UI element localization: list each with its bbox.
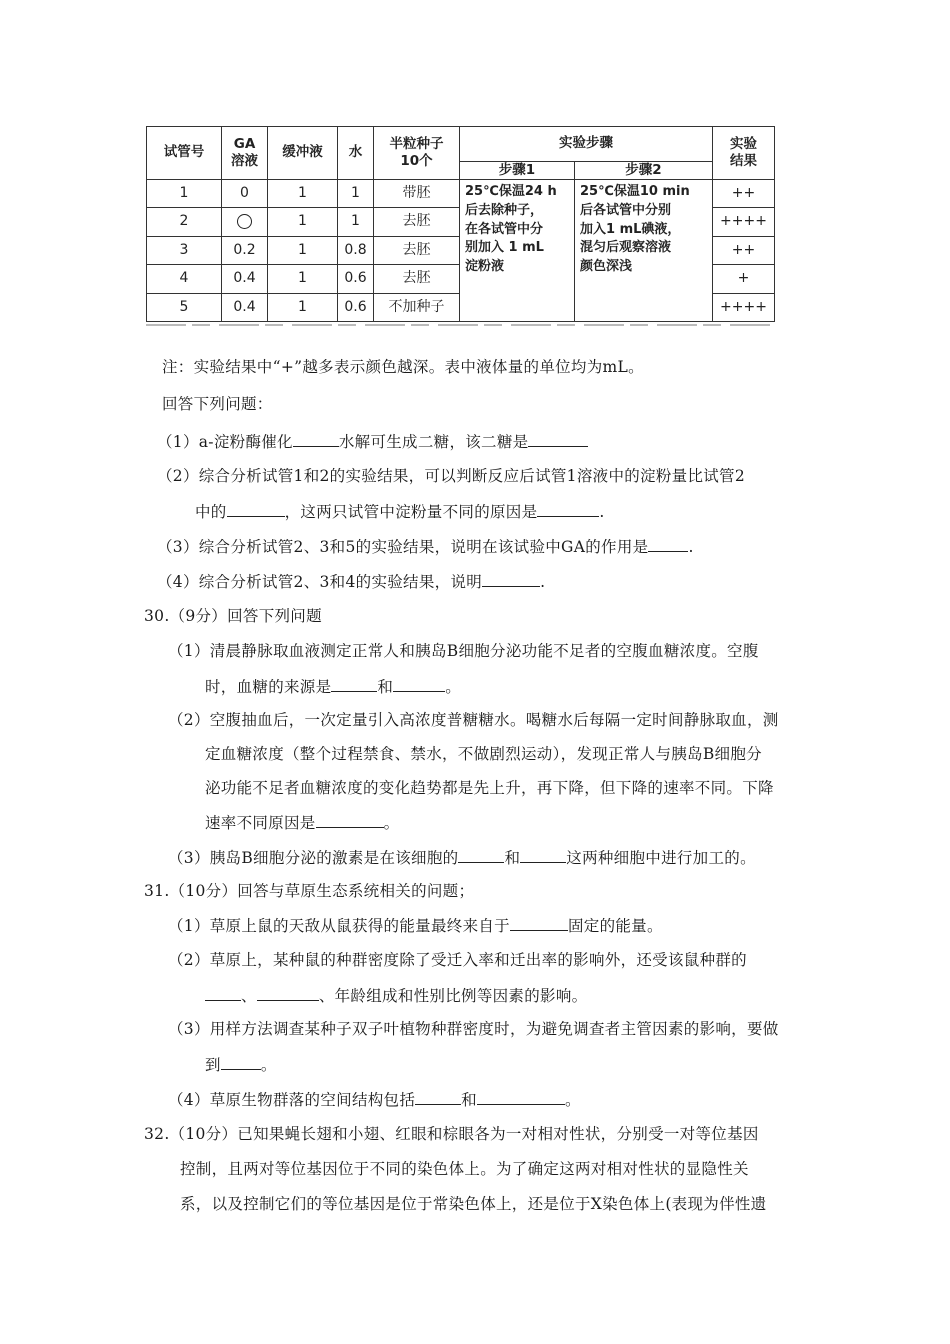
question-29-2: （2）综合分析试管1和2的实验结果，可以判断反应后试管1溶液中的淀粉量比试管2 [157,467,746,485]
question-32-line3: 系，以及控制它们的等位基因是位于常染色体上，还是位于X染色体上(表现为伴性遗 [180,1195,767,1213]
answer-blank[interactable] [415,1088,461,1105]
cell-seed: 去胚 [374,236,460,264]
question-30-2-line3: 泌功能不足者血糖浓度的变化趋势都是先上升，再下降，但下降的速率不同。下降 [205,779,774,797]
answer-blank[interactable] [510,914,568,931]
question-30-2-line2: 定血糖浓度（整个过程禁食、禁水，不做剧烈运动），发现正常人与胰岛B细胞分 [205,745,762,763]
question-30-3: （3）胰岛B细胞分泌的激素是在该细胞的 和 这两种细胞中进行加工的。 [168,846,756,869]
step2-description: 25℃保温10 min 后各试管中分别 加入1 mL碘液， 混匀后观察溶液 颜色深浅 [575,179,713,321]
question-31-2-cont: 、 、年龄组成和性别比例等因素的影响。 [205,984,587,1007]
cell-tube: 5 [147,293,222,321]
cell-buffer: 1 [268,293,338,321]
header-result: 实验 结果 [713,127,775,180]
cell-buffer: 1 [268,236,338,264]
question-29-2-cont: 中的 ，这两只试管中淀粉量不同的原因是 . [195,500,605,523]
cell-seed: 去胚 [374,265,460,293]
answer-blank[interactable] [331,675,377,692]
answer-blank[interactable] [482,570,540,587]
answer-prompt: 回答下列问题： [162,395,273,413]
cell-ga: 0.4 [222,265,268,293]
header-step1: 步骤1 [460,161,575,179]
header-buffer: 缓冲液 [268,127,338,180]
header-ga: GA 溶液 [222,127,268,180]
question-32-line2: 控制，且两对等位基因位于不同的染色体上。为了确定这两对相对性状的显隐性关 [180,1160,749,1178]
cell-tube: 3 [147,236,222,264]
answer-blank[interactable] [393,675,445,692]
cell-result: ++++ [713,293,775,321]
question-31-4: （4）草原生物群落的空间结构包括 和 。 [168,1088,581,1111]
answer-blank[interactable] [648,535,688,552]
answer-blank[interactable] [205,984,241,1001]
answer-blank[interactable] [458,846,504,863]
cell-water: 1 [338,179,374,207]
cell-buffer: 1 [268,208,338,236]
cell-buffer: 1 [268,179,338,207]
table-note: 注：实验结果中“+”越多表示颜色越深。表中液体量的单位均为mL。 [162,358,644,376]
header-tube: 试管号 [147,127,222,180]
cell-buffer: 1 [268,265,338,293]
answer-blank[interactable] [520,846,566,863]
question-29-1: （1）a-淀粉酶催化 水解可生成二糖，该二糖是 [157,430,588,453]
cell-water: 1 [338,208,374,236]
cell-seed: 不加种子 [374,293,460,321]
question-30-1: （1）清晨静脉取血液测定正常人和胰岛B细胞分泌功能不足者的空腹血糖浓度。空腹 [168,642,759,660]
cell-result: ++ [713,236,775,264]
header-step2: 步骤2 [575,161,713,179]
cell-tube: 4 [147,265,222,293]
cell-result: ++++ [713,208,775,236]
answer-blank[interactable] [227,500,285,517]
answer-blank[interactable] [257,984,319,1001]
answer-blank[interactable] [477,1088,565,1105]
question-31-3-cont: 到 。 [205,1053,277,1076]
question-29-3: （3）综合分析试管2、3和5的实验结果，说明在该试验中GA的作用是 . [157,535,694,558]
answer-blank[interactable] [316,811,384,828]
header-steps: 实验步骤 [460,127,713,162]
header-water: 水 [338,127,374,180]
cell-water: 0.8 [338,236,374,264]
answer-blank[interactable] [528,430,588,447]
cell-tube: 2 [147,208,222,236]
experiment-table [146,126,774,322]
circle-mark [237,214,252,229]
cell-ga [222,208,268,236]
question-32: 32.（10分）已知果蝇长翅和小翅、红眼和棕眼各为一对相对性状，分别受一对等位基因 [144,1125,759,1143]
header-seed: 半粒种子 10个 [374,127,460,180]
cell-ga: 0.2 [222,236,268,264]
question-30-1-cont: 时，血糖的来源是 和 。 [205,675,461,698]
question-31-title: 31.（10分）回答与草原生态系统相关的问题； [144,882,475,900]
cell-water: 0.6 [338,265,374,293]
answer-blank[interactable] [293,430,339,447]
question-29-4: （4）综合分析试管2、3和4的实验结果，说明 . [157,570,545,593]
scan-smudge [146,322,774,330]
cell-result: ++ [713,179,775,207]
table-row [147,179,775,207]
cell-tube: 1 [147,179,222,207]
cell-ga: 0.4 [222,293,268,321]
answer-blank[interactable] [537,500,599,517]
cell-seed: 带胚 [374,179,460,207]
cell-ga: 0 [222,179,268,207]
question-30-title: 30.（9分）回答下列问题 [144,607,322,625]
question-30-2-line4: 速率不同原因是 。 [205,811,399,834]
question-31-1: （1）草原上鼠的天敌从鼠获得的能量最终来自于 固定的能量。 [168,914,663,937]
question-30-2: （2）空腹抽血后，一次定量引入高浓度普糖糖水。喝糖水后每隔一定时间静脉取血，测 [168,711,779,729]
cell-result: + [713,265,775,293]
question-31-3: （3）用样方法调查某种子双子叶植物种群密度时，为避免调查者主管因素的影响，要做 [168,1020,779,1038]
answer-blank[interactable] [221,1053,261,1070]
step1-description: 25℃保温24 h 后去除种子， 在各试管中分 别加入 1 mL 淀粉液 [460,179,575,321]
cell-seed: 去胚 [374,208,460,236]
question-31-2: （2）草原上，某种鼠的种群密度除了受迁入率和迁出率的影响外，还受该鼠种群的 [168,951,747,969]
cell-water: 0.6 [338,293,374,321]
